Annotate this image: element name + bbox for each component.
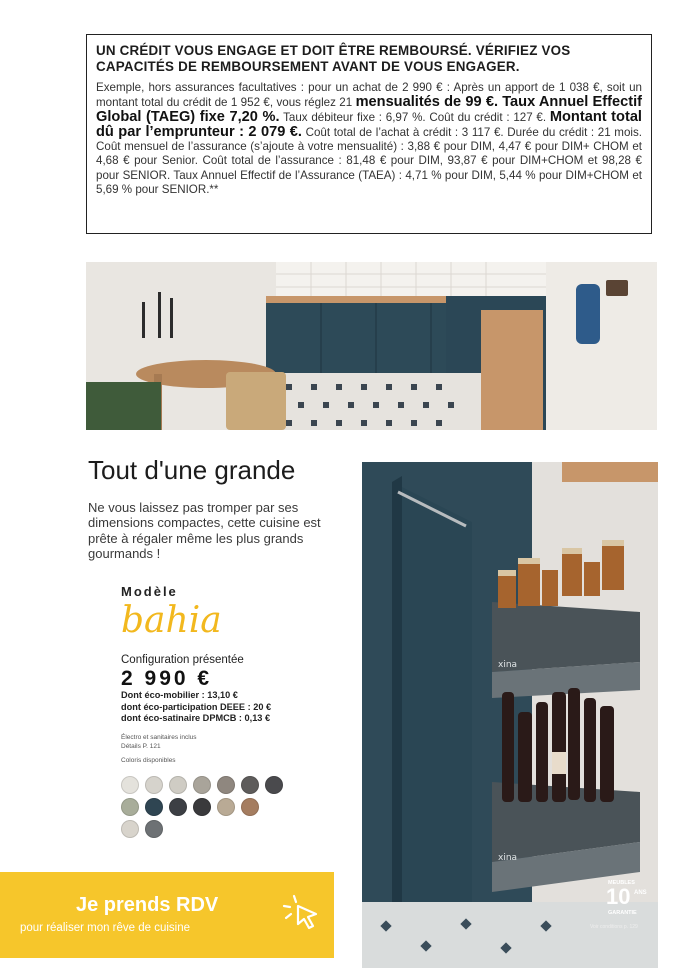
drawer-brand-top: xina [498,660,518,670]
credit-heading: UN CRÉDIT VOUS ENGAGE ET DOIT ÊTRE REMBOURSÉ. VÉRIFIEZ VOS CAPACITÉS DE REMBOURSEMENT AVANT DE VOUS ENGAGER. [96,43,571,74]
model-name: bahia [121,600,222,641]
config-label: Configuration présentée [121,654,244,666]
credit-total-due: Montant total dû par l’emprunteur : 2 079 €. [96,109,642,141]
color-swatch[interactable] [217,776,235,794]
color-swatch[interactable] [193,798,211,816]
color-swatch[interactable] [145,776,163,794]
credit-text-2: Taux débiteur fixe : 6,97 %. Coût du crédit : 127 €. [279,111,550,125]
color-swatch[interactable] [169,776,187,794]
credit-text [96,81,642,197]
badge-years: 10 [606,884,631,909]
color-swatch[interactable] [169,798,187,816]
color-swatch[interactable] [145,798,163,816]
color-swatch[interactable] [145,820,163,838]
intro-text: Ne vous laissez pas tromper par ses dimensions compactes, cette cuisine est prête à régaler même les plus grands gourmands ! [88,500,321,562]
rdv-subtitle: pour réaliser mon rêve de cuisine [20,922,191,934]
guarantee-badge [588,880,654,936]
note-colors: Coloris disponibles [121,757,176,764]
credit-text-1: Exemple, hors assurances facultatives : pour un achat de 2 990 € : Après un apport de 1 038 €, soit un montant total du crédit de 1 952 €, vous réglez 21 [96,81,642,110]
color-swatch[interactable] [265,776,283,794]
color-swatch[interactable] [193,776,211,794]
badge-top: MEUBLES [608,880,635,886]
eco-fee-mobilier: Dont éco-mobilier : 13,10 € [121,690,238,700]
eco-fees [121,690,271,725]
note-electro: Électro et sanitaires inclus [121,734,197,741]
color-swatch[interactable] [121,820,139,838]
eco-fee-deee: dont éco-participation DEEE : 20 € [121,701,272,712]
color-swatch[interactable] [241,798,259,816]
badge-footnote: Voir conditions p. 129 [590,924,638,930]
credit-monthly: mensualités de 99 €. Taux Annuel Effectif Global (TAEG) fixe 7,20 %. [96,94,642,126]
credit-disclosure [86,34,652,234]
rdv-banner[interactable] [0,872,334,958]
model-label: Modèle [121,584,178,599]
color-swatch[interactable] [217,798,235,816]
color-swatch[interactable] [121,776,139,794]
credit-text-3: Coût total de l’achat à crédit : 3 117 €. Durée du crédit : 21 mois. Coût mensuel de l’assurance (s’ajoute à votre mensualité) : 3,88 € pour DIM, 4,47 € pour DIM+ CHOM et 4,68 € pour Senior. Coût total de l’assurance : 81,48 € pour DIM, 93,87 € pour DIM+CHOM et 98,28 € pour SENIOR. Taux Annuel Effectif de l’Assurance (TAEA) : 4,71 % pour DIM, 5,44 % pour DIM+CHOM et 5,69 % pour SENIOR.** [96,126,642,196]
model-price: 2 990 € [121,667,213,690]
kitchen-photo [86,262,657,430]
page-title: Tout d'une grande [88,455,296,485]
drawer-brand-bottom: xina [498,853,518,863]
note-details: Détails P. 121 [121,743,161,750]
eco-fee-dpmcb: dont éco-satinaire DPMCB : 0,13 € [121,713,271,724]
cursor-click-icon [282,892,326,932]
badge-bottom: GARANTIE [608,910,637,916]
badge-ans: ANS [634,890,647,896]
rdv-title[interactable]: Je prends RDV [76,894,219,916]
color-swatch[interactable] [241,776,259,794]
color-swatch[interactable] [121,798,139,816]
